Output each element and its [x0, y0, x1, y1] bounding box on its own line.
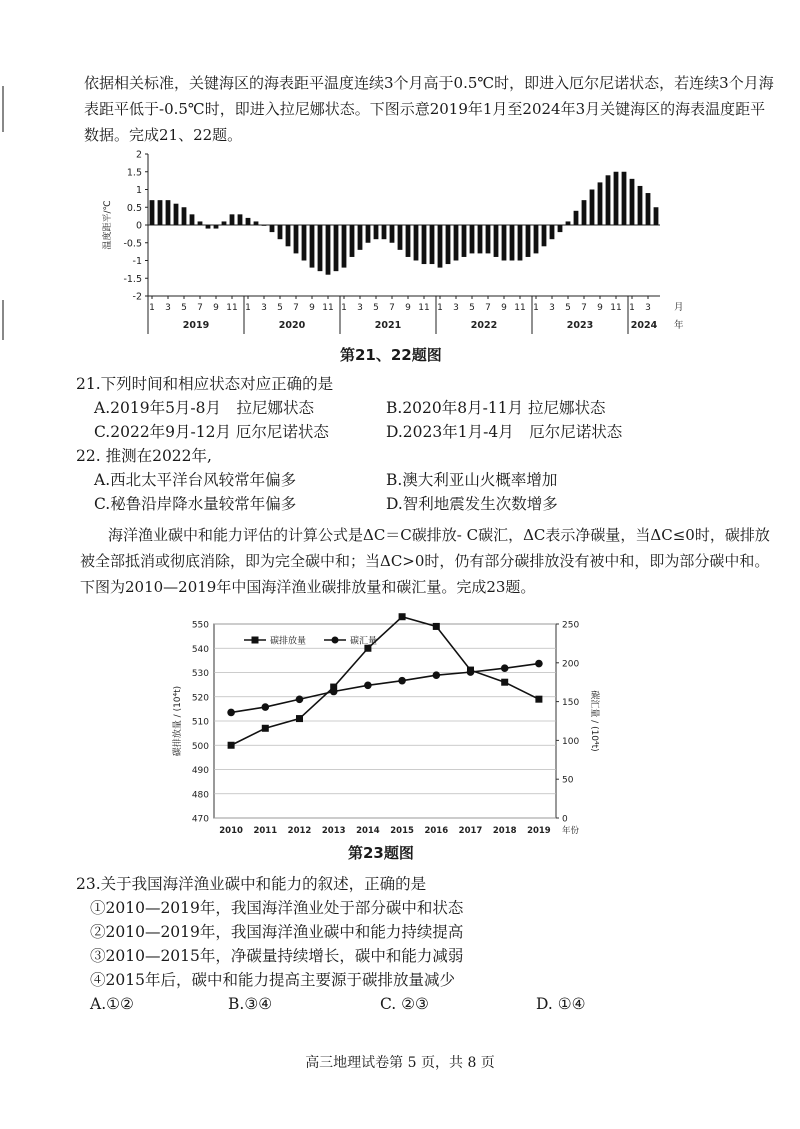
bar — [438, 225, 443, 268]
bar — [374, 225, 379, 239]
bar — [318, 225, 323, 271]
bar — [366, 225, 371, 243]
y-tick-label: -1 — [132, 256, 142, 267]
x-tick-label: 7 — [197, 303, 203, 313]
right-tick-label: 250 — [562, 620, 580, 631]
carbon-chart — [168, 612, 608, 844]
bar — [238, 214, 243, 225]
bar — [606, 175, 611, 225]
bar — [398, 225, 403, 250]
q21-option-c[interactable]: C.2022年9月-12月 厄尔尼诺状态 — [94, 423, 329, 441]
bar — [406, 225, 411, 257]
x-tick-label: 1 — [629, 303, 635, 313]
x-tick-label: 9 — [405, 303, 411, 313]
data-point-sink — [262, 703, 270, 711]
bar — [526, 225, 531, 257]
x-tick-label: 2015 — [390, 826, 414, 836]
right-axis-label: 碳汇量 / (10⁴t) — [589, 690, 599, 752]
bar — [382, 225, 387, 239]
bar — [534, 225, 539, 253]
q23-statement-4: ④2015年后，碳中和能力提高主要源于碳排放量减少 — [90, 971, 455, 989]
x-tick-label: 2016 — [424, 826, 449, 836]
chart2-caption: 第23题图 — [348, 844, 414, 862]
bar — [446, 225, 451, 264]
y-tick-label: 1.5 — [126, 167, 142, 179]
data-point-sink — [330, 688, 338, 696]
x-tick-label: 2012 — [287, 826, 312, 836]
right-tick-label: 100 — [562, 736, 580, 747]
x-tick-label: 1 — [245, 303, 251, 313]
y-tick-label: -1.5 — [123, 273, 142, 285]
y-axis-label: 温度距平/℃ — [103, 200, 113, 250]
bar — [638, 186, 643, 225]
bar — [326, 225, 331, 275]
bar — [478, 225, 483, 253]
x-tick-label: 2017 — [458, 826, 483, 836]
data-point-emission — [399, 613, 406, 620]
bar — [550, 225, 555, 239]
right-tick-label: 50 — [562, 775, 574, 786]
x-tick-label: 1 — [149, 303, 155, 313]
bar — [262, 225, 267, 226]
q21-option-a[interactable]: A.2019年5月-8月 拉尼娜状态 — [94, 399, 315, 417]
q23-stem: 23.关于我国海洋渔业碳中和能力的叙述，正确的是 — [76, 875, 427, 893]
year-label: 2021 — [374, 320, 402, 331]
bar — [462, 225, 467, 257]
x-tick-label: 9 — [309, 303, 315, 313]
q22-option-d[interactable]: D.智利地震发生次数增多 — [386, 495, 558, 513]
year-label: 2020 — [278, 320, 306, 331]
q22-stem: 22. 推测在2022年, — [76, 447, 212, 465]
bar — [470, 225, 475, 253]
y-tick-label: 1 — [135, 185, 142, 196]
left-tick-label: 530 — [191, 669, 209, 679]
bar — [254, 221, 259, 225]
bar — [174, 204, 179, 225]
x-axis-label: 年份 — [562, 826, 580, 836]
bar — [630, 179, 635, 225]
bar — [518, 225, 523, 261]
left-tick-label: 550 — [191, 620, 209, 631]
bar — [566, 221, 571, 225]
q21-stem: 21.下列时间和相应状态对应正确的是 — [76, 375, 334, 393]
q23-option-b[interactable]: B.③④ — [228, 995, 273, 1013]
data-point-sink — [296, 695, 304, 703]
x-tick-label: 7 — [581, 303, 587, 313]
bar — [430, 225, 435, 264]
x-tick-label: 11 — [226, 303, 238, 313]
bar — [646, 193, 651, 225]
sst-anomaly-chart — [70, 148, 690, 338]
bar — [206, 225, 211, 229]
q23-statement-3: ③2010—2015年，净碳量持续增长，碳中和能力减弱 — [90, 947, 464, 965]
data-point-emission — [262, 725, 269, 732]
left-tick-label: 500 — [191, 741, 209, 752]
x-tick-label: 1 — [437, 303, 443, 313]
x-tick-label: 2018 — [492, 826, 517, 836]
y-tick-label: -2 — [132, 291, 142, 303]
x-tick-label: 7 — [485, 303, 491, 313]
x-tick-label: 5 — [469, 303, 475, 313]
x-tick-label: 1 — [533, 303, 539, 313]
left-tick-label: 510 — [191, 717, 209, 728]
bar — [286, 225, 291, 246]
bar — [310, 225, 315, 268]
bar — [622, 172, 627, 225]
y-tick-label: 0 — [135, 220, 142, 232]
x-tick-label: 5 — [373, 303, 379, 313]
q23-option-a[interactable]: A.①② — [90, 995, 134, 1013]
bar — [502, 225, 507, 261]
bar — [214, 225, 219, 229]
bar — [334, 225, 339, 271]
q21-option-b[interactable]: B.2020年8月-11月 拉尼娜状态 — [386, 399, 606, 417]
bar — [486, 225, 491, 253]
data-point-sink — [535, 660, 543, 668]
q23-statement-2: ②2010—2019年，我国海洋渔业碳中和能力持续提高 — [90, 923, 464, 941]
right-tick-label: 200 — [562, 659, 580, 670]
bar — [494, 225, 499, 257]
x-tick-label: 9 — [501, 303, 507, 313]
scan-edge — [2, 300, 4, 340]
left-tick-label: 520 — [191, 693, 209, 704]
left-tick-label: 490 — [191, 766, 209, 776]
x-tick-label: 9 — [597, 303, 603, 313]
series-line — [231, 664, 539, 713]
q23-statement-1: ①2010—2019年，我国海洋渔业处于部分碳中和状态 — [90, 899, 464, 917]
bar — [454, 225, 459, 261]
q23-option-c[interactable]: C. ②③ — [380, 995, 429, 1013]
q21-option-d[interactable]: D.2023年1月-4月 厄尔尼诺状态 — [386, 423, 623, 441]
year-label: 2022 — [470, 320, 498, 331]
x-tick-label: 3 — [357, 303, 363, 313]
data-point-sink — [467, 668, 475, 676]
x-tick-label: 2014 — [356, 826, 380, 836]
x-tick-label: 11 — [322, 303, 334, 313]
left-tick-label: 540 — [191, 644, 209, 655]
legend-marker-emission — [252, 637, 259, 644]
bar — [278, 225, 283, 239]
x-tick-label: 3 — [165, 303, 171, 313]
bar — [414, 225, 419, 261]
x-tick-label: 3 — [261, 303, 267, 313]
year-label: 2023 — [566, 320, 594, 331]
right-tick-label: 0 — [562, 814, 568, 825]
q22-option-c[interactable]: C.秘鲁沿岸降水量较常年偏多 — [94, 495, 297, 513]
data-point-sink — [398, 677, 406, 685]
bar — [158, 200, 163, 225]
bar — [654, 207, 659, 225]
bar — [350, 225, 355, 257]
bar — [582, 200, 587, 225]
bar — [222, 221, 227, 225]
x-unit-label: 月 — [674, 302, 684, 313]
bar — [246, 218, 251, 225]
bar — [230, 214, 235, 225]
bar — [190, 214, 195, 225]
legend-label-emission: 碳排放量 — [270, 636, 307, 647]
bar — [558, 225, 563, 232]
intro-paragraph-1: 依据相关标准，关键海区的海表距平温度连续3个月高于0.5℃时，即进入厄尔尼诺状态，若连续3个月海表距平低于-0.5℃时，即进入拉尼娜状态。下图示意2019年1月至2024年3月关键海区的海表温度距平数据。完成21、22题。 — [84, 74, 774, 144]
year-label: 2019 — [182, 320, 210, 331]
left-tick-label: 470 — [191, 814, 209, 825]
x-tick-label: 2011 — [253, 826, 278, 836]
x-tick-label: 11 — [514, 303, 526, 313]
data-point-sink — [364, 682, 372, 690]
data-point-emission — [433, 623, 440, 630]
bar — [182, 207, 187, 225]
bar — [166, 200, 171, 225]
left-tick-label: 480 — [191, 790, 209, 801]
data-point-emission — [228, 742, 235, 749]
x-tick-label: 3 — [549, 303, 555, 313]
x-tick-label: 5 — [277, 303, 283, 313]
left-axis-label: 碳排放量 / (10⁴t) — [173, 685, 183, 757]
bar — [598, 182, 603, 225]
bar — [342, 225, 347, 268]
data-point-emission — [296, 715, 303, 722]
bar — [198, 221, 203, 225]
bar — [510, 225, 515, 261]
x-tick-label: 5 — [181, 303, 187, 313]
x-tick-label: 2013 — [321, 826, 346, 836]
bar — [358, 225, 363, 250]
bar — [150, 200, 155, 225]
data-point-sink — [433, 671, 441, 679]
bar — [614, 172, 619, 225]
data-point-sink — [501, 664, 509, 672]
q22-option-a[interactable]: A.西北太平洋台风较常年偏多 — [94, 471, 297, 489]
q22-option-b[interactable]: B.澳大利亚山火概率增加 — [386, 471, 558, 489]
bar — [270, 225, 275, 232]
y-tick-label: 0.5 — [126, 202, 142, 214]
bar — [390, 225, 395, 243]
x-tick-label: 2010 — [219, 826, 243, 836]
x-tick-label: 9 — [213, 303, 219, 313]
bar — [294, 225, 299, 253]
x-tick-label: 3 — [453, 303, 459, 313]
x-tick-label: 7 — [293, 303, 299, 313]
page-footer: 高三地理试卷第 5 页，共 8 页 — [305, 1055, 495, 1071]
right-tick-label: 150 — [562, 698, 580, 709]
y-tick-label: -0.5 — [123, 238, 142, 250]
x-tick-label: 7 — [389, 303, 395, 313]
intro-paragraph-2: 海洋渔业碳中和能力评估的计算公式是ΔC＝C碳排放- C碳汇，ΔC表示净碳量，当ΔC≤0时，碳排放被全部抵消或彻底消除，即为完全碳中和；当ΔC>0时，仍有部分碳排放没有被中和，即为部分碳中和。下图为2010—2019年中国海洋渔业碳排放量和碳汇量。完成23题。 — [80, 526, 770, 596]
x-tick-label: 11 — [418, 303, 430, 313]
data-point-emission — [535, 696, 542, 703]
chart1-caption: 第21、22题图 — [340, 346, 442, 364]
bar — [302, 225, 307, 261]
x-tick-label: 2019 — [527, 826, 551, 836]
data-point-emission — [501, 679, 508, 686]
x-unit-label-year: 年 — [674, 320, 684, 331]
legend-label-sink: 碳汇量 — [350, 636, 378, 647]
y-tick-label: 2 — [135, 149, 142, 161]
x-tick-label: 1 — [341, 303, 347, 313]
x-tick-label: 5 — [565, 303, 571, 313]
bar — [542, 225, 547, 246]
q23-option-d[interactable]: D. ①④ — [536, 995, 586, 1013]
legend-marker-sink — [332, 637, 339, 644]
x-tick-label: 11 — [610, 303, 622, 313]
bar — [574, 211, 579, 225]
bar — [590, 190, 595, 226]
bar — [422, 225, 427, 264]
year-label: 2024 — [630, 320, 658, 331]
scan-edge — [2, 86, 4, 132]
x-tick-label: 3 — [645, 303, 651, 313]
data-point-sink — [227, 709, 235, 717]
